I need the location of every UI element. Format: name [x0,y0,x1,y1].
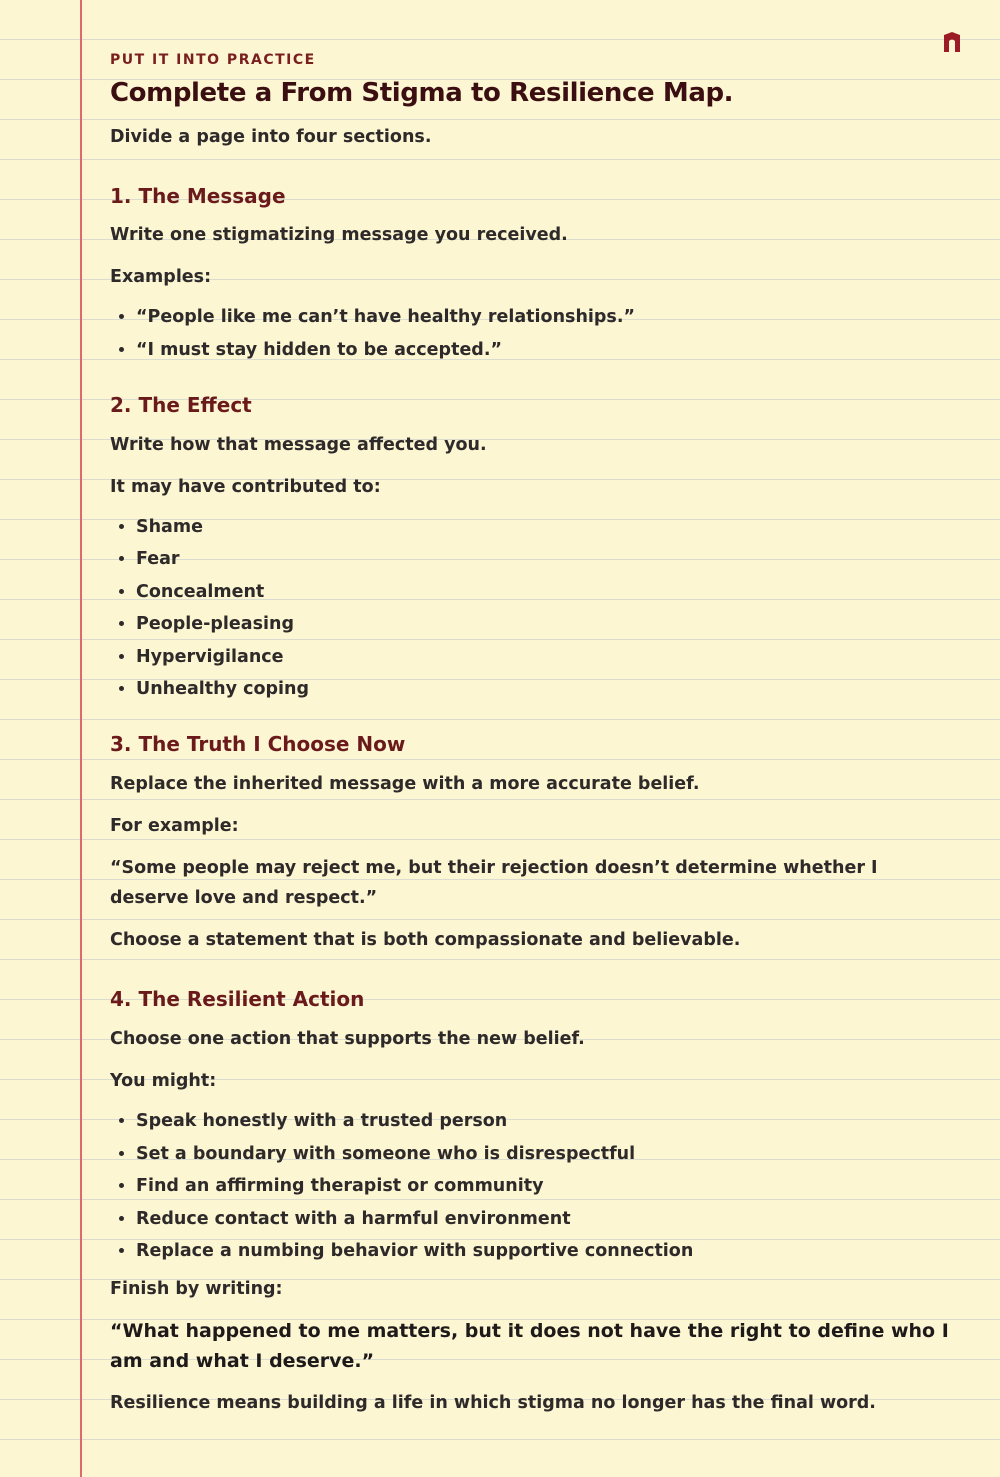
action-list [110,1108,960,1264]
section-heading-truth: 3. The Truth I Choose Now [110,732,406,756]
section-lead: Examples: [110,267,212,287]
list-item: • Replace a numbing behavior with supportive connection [136,1238,960,1264]
list-item: • Find an affirming therapist or community [136,1173,960,1199]
list-item: • People-pleasing [136,611,960,637]
worksheet-content [110,50,960,1418]
page-title: Complete a From Stigma to Resilience Map. [110,78,734,108]
section-instruction: Replace the inherited message with a more accurate belief. [110,774,700,794]
final-statement: “What happened to me matters, but it does not have the right to define who I am and what I deserve.” [110,1320,949,1372]
finish-lead: Finish by writing: [110,1279,283,1299]
section-kicker: PUT IT INTO PRACTICE [110,52,316,68]
list-item: • “I must stay hidden to be accepted.” [136,337,960,363]
notebook-margin-line [80,0,82,1477]
list-item: • “People like me can’t have healthy relationships.” [136,304,960,330]
example-list [110,304,960,363]
intro-text: Divide a page into four sections. [110,127,432,147]
section-closing: Choose a statement that is both compassionate and believable. [110,930,741,950]
section-lead: You might: [110,1071,217,1091]
final-closing: Resilience means building a life in which stigma no longer has the final word. [110,1393,876,1413]
section-instruction: Choose one action that supports the new belief. [110,1029,585,1049]
section-heading-message: 1. The Message [110,184,286,208]
list-item: • Reduce contact with a harmful environment [136,1206,960,1232]
section-heading-effect: 2. The Effect [110,392,252,417]
example-quote: “Some people may reject me, but their rejection doesn’t determine whether I deserve love and respect.” [110,858,878,908]
section-lead: It may have contributed to: [110,476,381,497]
effect-list [110,514,960,703]
section-instruction: Write one stigmatizing message you received. [110,225,568,245]
list-item: • Shame [136,514,960,540]
section-lead: For example: [110,816,239,836]
list-item: • Fear [136,546,960,572]
section-heading-action: 4. The Resilient Action [110,987,365,1011]
section-instruction: Write how that message affected you. [110,434,487,455]
list-item: • Set a boundary with someone who is disrespectful [136,1141,960,1167]
list-item: • Speak honestly with a trusted person [136,1108,960,1134]
list-item: • Concealment [136,579,960,605]
list-item: • Unhealthy coping [136,676,960,702]
list-item: • Hypervigilance [136,644,960,670]
